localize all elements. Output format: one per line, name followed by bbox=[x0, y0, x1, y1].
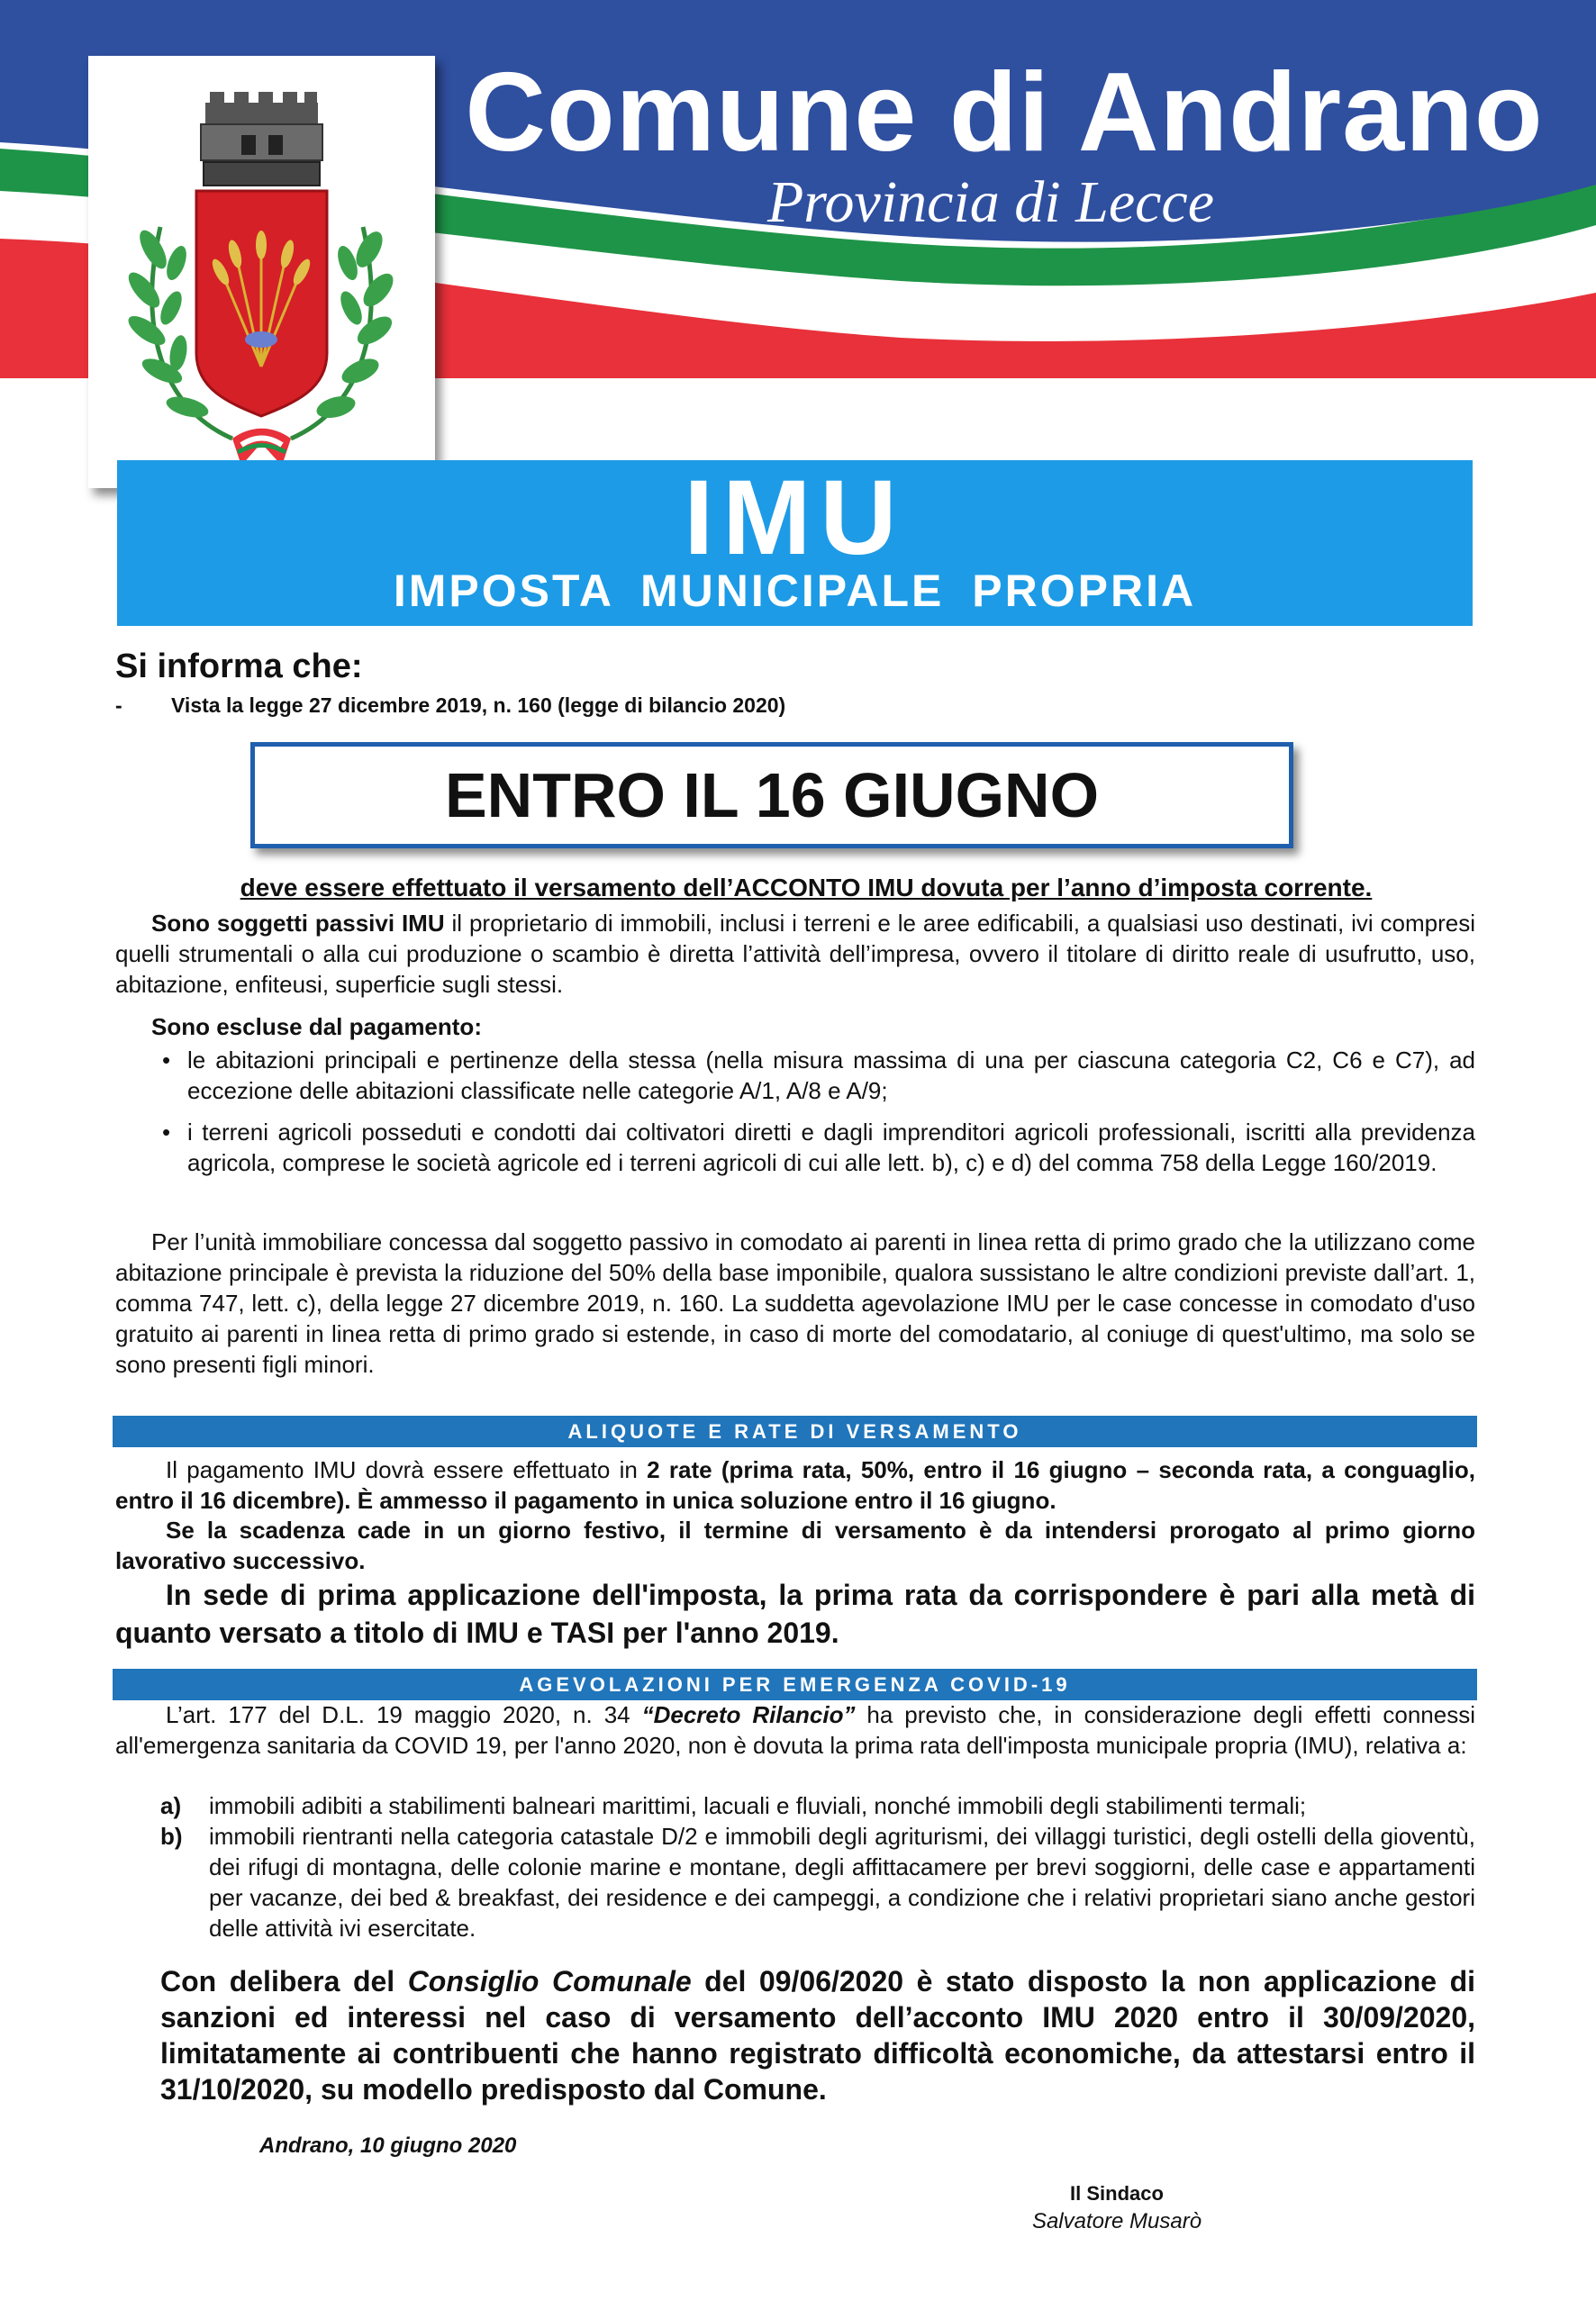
passivi-lead: Sono soggetti passivi IMU bbox=[151, 910, 445, 937]
list-item-label: b) bbox=[160, 1823, 183, 1850]
bullet-icon: • bbox=[162, 1046, 171, 1073]
covid-text: ha previsto che, in considerazione degli effetti connessi all'emergenza sanitaria da COVID 19, per l'anno 2020, non è dovuta la prima rata dell'imposta municipale propria (IMU), relativa a: bbox=[115, 1701, 1476, 1759]
list-item bbox=[151, 1045, 1475, 1106]
intro-heading: Si informa che: bbox=[115, 648, 363, 685]
escluse-heading: Sono escluse dal pagamento: bbox=[151, 1013, 482, 1040]
rate-paragraph bbox=[115, 1454, 1475, 1516]
imu-subtitle: IMPOSTA MUNICIPALE PROPRIA bbox=[393, 566, 1197, 616]
delibera-text: Con delibera del bbox=[160, 1965, 408, 1997]
law-text: Vista la legge 27 dicembre 2019, n. 160 (legge di bilancio 2020) bbox=[171, 693, 786, 717]
list-item bbox=[151, 1117, 1475, 1178]
coat-of-arms bbox=[88, 56, 435, 488]
list-item-text: i terreni agricoli posseduti e condotti dai coltivatori diretti e dagli imprenditori agricoli professionali, iscritti alla previdenza agricola, comprese le società agricole ed i terreni agricoli di cui alle lett. b), c) e d) del comma 758 della Legge 160/2019. bbox=[187, 1119, 1475, 1176]
town-title: Comune di Andrano bbox=[465, 50, 1544, 175]
crown-icon bbox=[201, 92, 322, 186]
list-item-text: immobili rientranti nella categoria catastale D/2 e immobili degli agriturismi, dei villaggi turistici, degli ostelli della gioventù, dei rifugi di montagna, delle colonie marine e montane, degli affittacamere per brevi soggiorni, delle case e appartamenti per vacanze, dei bed & breakfast, dei residence e dei campeggi, a condizione che i relativi proprietari siano anche gestori delle attività ivi esercitate. bbox=[209, 1823, 1475, 1942]
list-item-label: a) bbox=[160, 1792, 182, 1819]
rate-text: Il pagamento IMU dovrà essere effettuato in bbox=[166, 1456, 648, 1483]
section-bar-rate: ALIQUOTE E RATE DI VERSAMENTO bbox=[113, 1416, 1477, 1447]
list-item bbox=[160, 1821, 1475, 1943]
acconto-notice: deve essere effettuato il versamento dell’ACCONTO IMU dovuta per l’anno d’imposta corrente. bbox=[240, 874, 1373, 901]
place-date: Andrano, 10 giugno 2020 bbox=[259, 2133, 517, 2158]
deadline-text: ENTRO IL 16 GIUGNO bbox=[444, 760, 1100, 830]
festivo-paragraph: Se la scadenza cade in un giorno festivo, il termine di versamento è da intendersi prorogato al primo giorno lavorativo successivo. bbox=[115, 1517, 1475, 1574]
law-reference bbox=[115, 692, 1016, 719]
passivi-paragraph bbox=[115, 908, 1475, 1000]
rate-bold-text: 2 rate (prima rata, 50%, entro il 16 giugno – seconda rata, a conguaglio, entro il 16 dicembre). È ammesso il pagamento in unica soluzione entro il 16 giugno. bbox=[115, 1456, 1475, 1514]
council-name: Consiglio Comunale bbox=[407, 1965, 692, 1997]
law-dash: - bbox=[115, 693, 122, 717]
list-item bbox=[160, 1790, 1475, 1821]
crest-emblem bbox=[88, 56, 435, 488]
bullet-icon: • bbox=[162, 1119, 171, 1146]
covid-text: L’art. 177 del D.L. 19 maggio 2020, n. 34 bbox=[166, 1701, 642, 1728]
province-subtitle: Provincia di Lecce bbox=[766, 169, 1215, 235]
comodato-paragraph: Per l’unità immobiliare concessa dal soggetto passivo in comodato ai parenti in linea retta di primo grado che la utilizzano come abitazione principale è prevista la riduzione del 50% della base imponibile, qualora sussistano le altre condizioni previste dall’art. 1, comma 747, lett. c), della legge 27 dicembre 2019, n. 160. La suddetta agevolazione IMU per le case concesse in comodato d'uso gratuito ai parenti in linea retta di primo grado si estende, in caso di morte del comodatario, al coniuge di quest'ultimo, ma solo se sono presenti figli minori. bbox=[115, 1228, 1475, 1378]
delibera-paragraph bbox=[160, 1963, 1475, 2107]
deadline-box bbox=[250, 742, 1293, 848]
decree-name: “Decreto Rilancio” bbox=[641, 1701, 856, 1728]
prima-rata-paragraph: In sede di prima applicazione dell'imposta, la prima rata da corrispondere è pari alla metà di quanto versato a titolo di IMU e TASI per l'anno 2019. bbox=[115, 1579, 1475, 1649]
delibera-text: del 09/06/2020 è stato disposto la non applicazione di sanzioni ed interessi nel caso di versamento dell’acconto IMU 2020 entro il 30/09/2020, limitatamente ai contribuenti che hanno registrato difficoltà economiche, da attestarsi entro il 31/10/2020, su modello predisposto dal Comune. bbox=[160, 1965, 1476, 2106]
passivi-text: il proprietario di immobili, inclusi i terreni e le aree edificabili, a qualsiasi uso destinati, ivi compresi quelli strumentali o alla cui produzione o scambio è diretta l’attività dell’impresa, ovvero il titolare di diritto reale di usufrutto, uso, abitazione, enfiteusi, superficie sugli stessi. bbox=[115, 910, 1476, 998]
signer-title: Il Sindaco bbox=[1070, 2182, 1164, 2205]
list-item-text: le abitazioni principali e pertinenze della stessa (nella misura massima di una per ciascuna categoria C2, C6 e C7), ad eccezione delle abitazioni classificate nelle categorie A/1, A/8 e A/9; bbox=[187, 1046, 1475, 1104]
list-item-text: immobili adibiti a stabilimenti balneari marittimi, lacuali e fluviali, nonché immobili degli stabilimenti termali; bbox=[209, 1792, 1307, 1819]
section-bar-covid: AGEVOLAZIONI PER EMERGENZA COVID-19 bbox=[113, 1669, 1477, 1700]
covid-paragraph bbox=[115, 1699, 1475, 1761]
signer-name: Salvatore Musarò bbox=[1031, 2209, 1202, 2233]
imu-banner bbox=[117, 460, 1473, 626]
imu-title: IMU bbox=[684, 458, 906, 577]
